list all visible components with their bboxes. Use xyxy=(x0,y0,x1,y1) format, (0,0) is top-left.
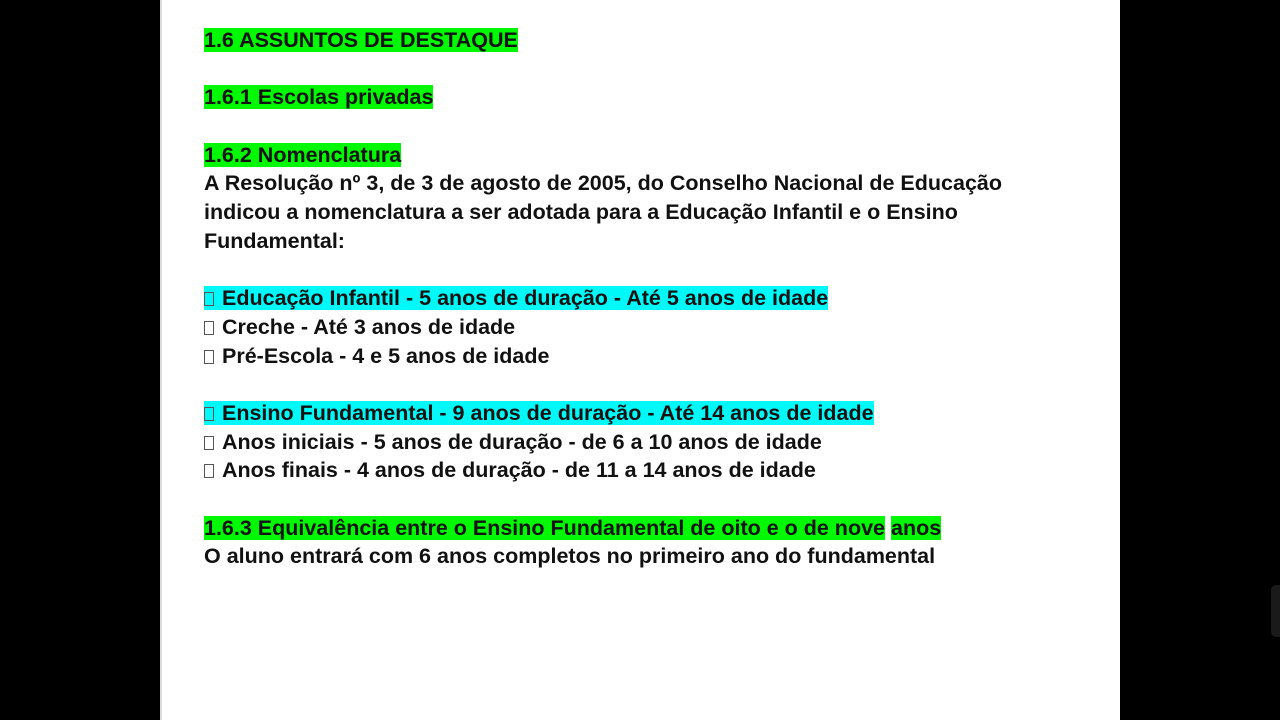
list-item: Anos iniciais - 5 anos de duração - de 6 a 10 anos de idade xyxy=(204,428,1104,457)
subsection-equivalencia: 1.6.3 Equivalência entre o Ensino Fundamental de oito e o de nove xyxy=(204,515,885,540)
bullet-box-icon xyxy=(204,321,214,335)
list-item: Creche - Até 3 anos de idade xyxy=(204,313,1104,342)
bullet-box-icon xyxy=(204,436,214,450)
bullet-box-icon xyxy=(204,350,214,364)
list-header-educacao-infantil xyxy=(204,284,1104,313)
paragraph-line: Fundamental: xyxy=(204,228,345,253)
list-item: Pré-Escola - 4 e 5 anos de idade xyxy=(204,342,1104,371)
group-name: Ensino Fundamental xyxy=(222,400,434,425)
subsection-1-line xyxy=(204,83,1104,112)
group-age: - Até 14 anos de idade xyxy=(647,400,874,425)
subsection-3-line xyxy=(204,514,1104,543)
bullet-box-icon xyxy=(204,464,214,478)
section-title: 1.6 ASSUNTOS DE DESTAQUE xyxy=(204,28,518,52)
section-title-line xyxy=(204,26,1104,55)
paragraph-line: A Resolução nº 3, de 3 de agosto de 2005, do Conselho Nacional de Educação xyxy=(204,171,1002,196)
group-duration: - 5 anos de duração xyxy=(406,286,608,311)
subsection-2-line xyxy=(204,141,1104,170)
group-name: Educação Infantil xyxy=(222,286,401,311)
group-duration: - 9 anos de duração xyxy=(439,400,642,425)
paragraph-line: indicou a nomenclatura a ser adotada para a Educação Infantil e o Ensino xyxy=(204,200,958,225)
subsection-equivalencia-tail: anos xyxy=(890,515,942,540)
group-age: - Até 5 anos de idade xyxy=(613,286,829,311)
list-item: Anos finais - 4 anos de duração - de 11 a 14 anos de idade xyxy=(204,456,1104,485)
bullet-box-icon xyxy=(204,407,214,421)
document-page xyxy=(160,0,1120,720)
bullet-box-icon xyxy=(204,292,214,306)
subsection-nomenclatura: 1.6.2 Nomenclatura xyxy=(204,142,402,167)
subsection-escolas-privadas: 1.6.1 Escolas privadas xyxy=(204,85,434,110)
scrollbar-handle[interactable] xyxy=(1271,585,1280,637)
document-content xyxy=(204,26,1104,571)
closing-line: O aluno entrará com 6 anos completos no primeiro ano do fundamental xyxy=(204,544,936,569)
list-header-ensino-fundamental xyxy=(204,399,1104,428)
